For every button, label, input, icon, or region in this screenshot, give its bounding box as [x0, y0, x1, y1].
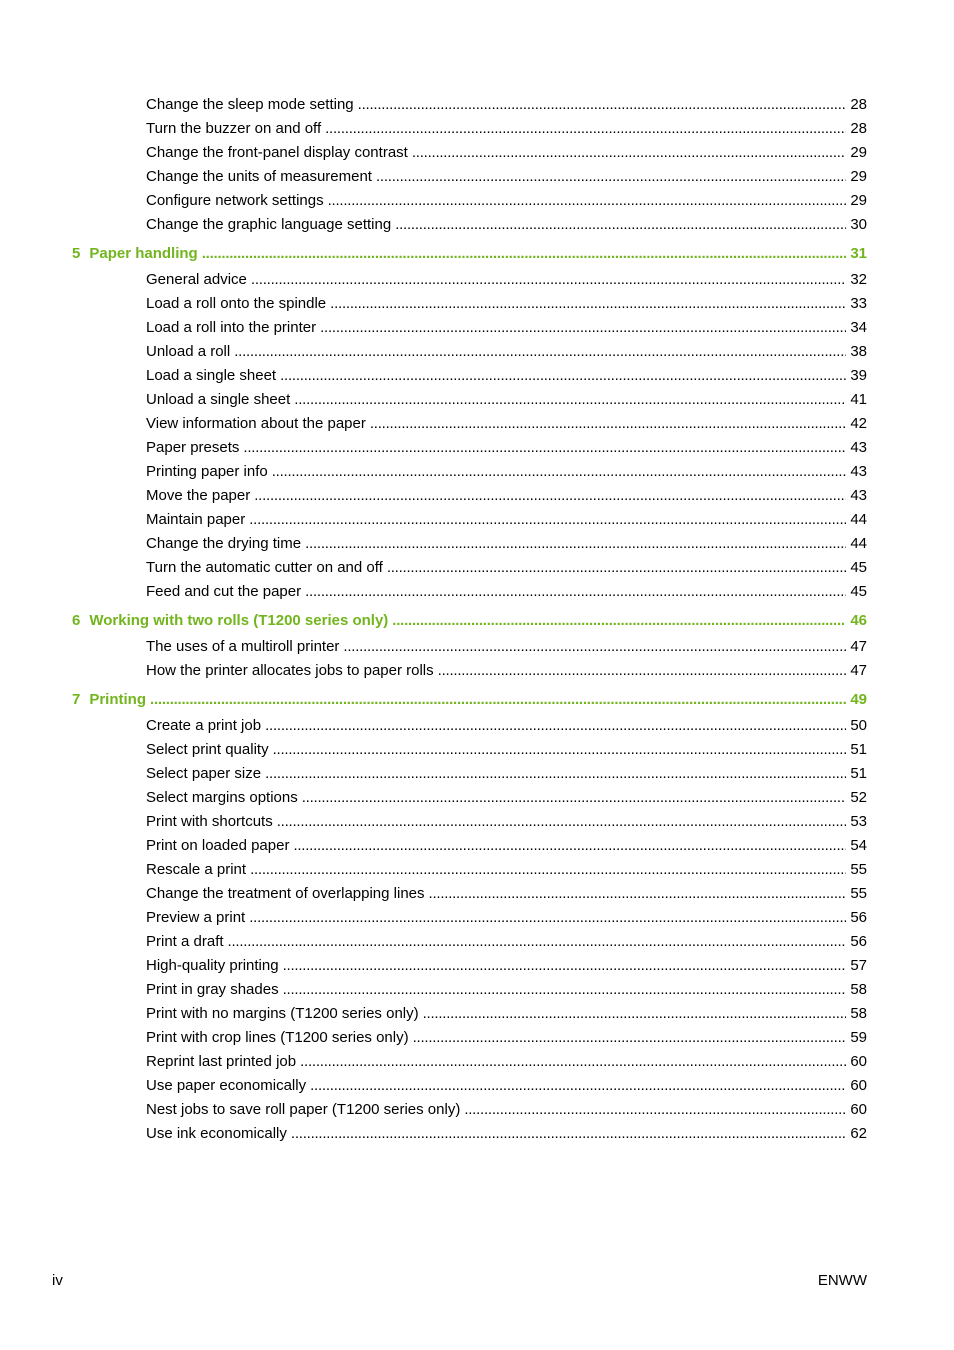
- toc-entry[interactable]: [146, 486, 867, 506]
- dot-leader: [395, 215, 846, 235]
- toc-entry-title: Turn the automatic cutter on and off: [146, 559, 383, 576]
- toc-entry-page-number: 45: [850, 559, 867, 576]
- toc-entry[interactable]: [146, 270, 867, 290]
- toc-entry-page-number: 32: [850, 271, 867, 288]
- toc-entry-title: Rescale a print: [146, 861, 247, 878]
- chapter-page-number: 49: [850, 691, 867, 708]
- toc-chapter-heading[interactable]: [72, 244, 867, 264]
- chapter-number: 6: [72, 612, 81, 629]
- toc-entry-page-number: 55: [850, 861, 867, 878]
- toc-entry[interactable]: [146, 390, 867, 410]
- toc-entry-page-number: 58: [850, 981, 867, 998]
- toc-entry-page-number: 59: [850, 1029, 867, 1046]
- dot-leader: [228, 932, 847, 952]
- toc-entry-title: Unload a single sheet: [146, 391, 291, 408]
- toc-entry[interactable]: [146, 342, 867, 362]
- toc-entry-page-number: 38: [850, 343, 867, 360]
- toc-entry-page-number: 29: [850, 192, 867, 209]
- toc-entry-page-number: 43: [850, 439, 867, 456]
- toc-entry[interactable]: [146, 860, 867, 880]
- dot-leader: [302, 788, 847, 808]
- toc-entry[interactable]: [146, 294, 867, 314]
- dot-leader: [294, 390, 846, 410]
- toc-entry-title: Change the units of measurement: [146, 168, 372, 185]
- dot-leader: [343, 637, 846, 657]
- toc-entry-title: Load a roll into the printer: [146, 319, 317, 336]
- chapter-page-number: 31: [850, 245, 867, 262]
- toc-entry[interactable]: [146, 215, 867, 235]
- dot-leader: [330, 294, 846, 314]
- toc-entry-title: Change the sleep mode setting: [146, 96, 354, 113]
- toc-entry-page-number: 29: [850, 168, 867, 185]
- dot-leader: [202, 244, 847, 264]
- toc-entry-page-number: 28: [850, 96, 867, 113]
- page-number: iv: [52, 1272, 63, 1289]
- toc-entry[interactable]: [146, 438, 867, 458]
- toc-entry-title: Load a roll onto the spindle: [146, 295, 327, 312]
- toc-entry-page-number: 47: [850, 662, 867, 679]
- toc-entry-page-number: 41: [850, 391, 867, 408]
- dot-leader: [150, 690, 846, 710]
- toc-entry-title: Print on loaded paper: [146, 837, 290, 854]
- dot-leader: [320, 318, 846, 338]
- toc-entry-page-number: 56: [850, 933, 867, 950]
- dot-leader: [429, 884, 847, 904]
- chapter-title: Paper handling: [89, 245, 198, 262]
- chapter-title: Working with two rolls (T1200 series only): [89, 612, 389, 629]
- toc-entry-page-number: 43: [850, 487, 867, 504]
- toc-entry-title: Print with shortcuts: [146, 813, 273, 830]
- toc-entry-page-number: 34: [850, 319, 867, 336]
- toc-entry[interactable]: [146, 740, 867, 760]
- dot-leader: [280, 366, 846, 386]
- toc-entry-title: Select margins options: [146, 789, 298, 806]
- chapter-number: 7: [72, 691, 81, 708]
- toc-entry[interactable]: [146, 980, 867, 1000]
- toc-entry-page-number: 47: [850, 638, 867, 655]
- toc-entry-title: Unload a roll: [146, 343, 231, 360]
- dot-leader: [291, 1124, 846, 1144]
- toc-entry-title: Select print quality: [146, 741, 269, 758]
- toc-entry-page-number: 45: [850, 583, 867, 600]
- toc-entry-title: Change the front-panel display contrast: [146, 144, 408, 161]
- toc-entry-title: Feed and cut the paper: [146, 583, 302, 600]
- toc-entry-page-number: 33: [850, 295, 867, 312]
- toc-entry-page-number: 30: [850, 216, 867, 233]
- toc-entry[interactable]: [146, 956, 867, 976]
- dot-leader: [293, 836, 846, 856]
- toc-entry-page-number: 44: [850, 535, 867, 552]
- toc-entry[interactable]: [146, 510, 867, 530]
- toc-entry-page-number: 53: [850, 813, 867, 830]
- toc-entry-title: Turn the buzzer on and off: [146, 120, 322, 137]
- dot-leader: [283, 980, 847, 1000]
- toc-entry-title: Reprint last printed job: [146, 1053, 297, 1070]
- dot-leader: [254, 486, 846, 506]
- dot-leader: [412, 143, 846, 163]
- dot-leader: [272, 462, 847, 482]
- toc-entry-title: Select paper size: [146, 765, 262, 782]
- toc-entry-title: High-quality printing: [146, 957, 279, 974]
- toc-entry[interactable]: [146, 318, 867, 338]
- dot-leader: [413, 1028, 847, 1048]
- dot-leader: [249, 510, 846, 530]
- dot-leader: [376, 167, 846, 187]
- toc-entry-page-number: 29: [850, 144, 867, 161]
- toc-entry-title: How the printer allocates jobs to paper rolls: [146, 662, 434, 679]
- toc-entry[interactable]: [146, 932, 867, 952]
- dot-leader: [243, 438, 846, 458]
- dot-leader: [423, 1004, 847, 1024]
- dot-leader: [438, 661, 847, 681]
- toc-entry[interactable]: [146, 1124, 867, 1144]
- toc-entry-page-number: 55: [850, 885, 867, 902]
- chapter-number: 5: [72, 245, 81, 262]
- toc-entry[interactable]: [146, 534, 867, 554]
- dot-leader: [277, 812, 847, 832]
- toc-entry-title: Maintain paper: [146, 511, 246, 528]
- toc-entry[interactable]: [146, 812, 867, 832]
- toc-entry[interactable]: [146, 462, 867, 482]
- toc-entry-title: Change the drying time: [146, 535, 302, 552]
- toc-entry[interactable]: [146, 1028, 867, 1048]
- toc-entry[interactable]: [146, 558, 867, 578]
- dot-leader: [370, 414, 846, 434]
- toc-entry-page-number: 60: [850, 1053, 867, 1070]
- toc-entry[interactable]: [146, 143, 867, 163]
- toc-entry-page-number: 62: [850, 1125, 867, 1142]
- toc-entry-page-number: 51: [850, 741, 867, 758]
- dot-leader: [310, 1076, 846, 1096]
- toc-entry[interactable]: [146, 582, 867, 602]
- toc-entry[interactable]: [146, 1076, 867, 1096]
- toc-entry-title: General advice: [146, 271, 247, 288]
- toc-entry-title: Use ink economically: [146, 1125, 287, 1142]
- toc-chapter-heading[interactable]: [72, 611, 867, 631]
- toc-entry-title: Load a single sheet: [146, 367, 277, 384]
- toc-entry-page-number: 50: [850, 717, 867, 734]
- dot-leader: [251, 270, 846, 290]
- dot-leader: [234, 342, 846, 362]
- toc-entry[interactable]: [146, 836, 867, 856]
- toc-entry[interactable]: [146, 119, 867, 139]
- toc-entry-page-number: 52: [850, 789, 867, 806]
- toc-entry-title: Create a print job: [146, 717, 262, 734]
- toc-entry[interactable]: [146, 366, 867, 386]
- dot-leader: [265, 716, 846, 736]
- dot-leader: [265, 764, 846, 784]
- toc-entry-title: View information about the paper: [146, 415, 366, 432]
- toc-entry-title: Move the paper: [146, 487, 251, 504]
- toc-entry-page-number: 44: [850, 511, 867, 528]
- toc-chapter-heading[interactable]: [72, 690, 867, 710]
- chapter-title: Printing: [89, 691, 147, 708]
- toc-entry-page-number: 28: [850, 120, 867, 137]
- toc-entry[interactable]: [146, 884, 867, 904]
- toc-entry-title: The uses of a multiroll printer: [146, 638, 340, 655]
- chapter-page-number: 46: [850, 612, 867, 629]
- dot-leader: [387, 558, 847, 578]
- toc-entry[interactable]: [146, 414, 867, 434]
- toc-entry-title: Print with crop lines (T1200 series only): [146, 1029, 409, 1046]
- dot-leader: [325, 119, 846, 139]
- toc-entry-title: Print with no margins (T1200 series only): [146, 1005, 419, 1022]
- toc-entry-title: Paper presets: [146, 439, 240, 456]
- toc-entry-page-number: 51: [850, 765, 867, 782]
- dot-leader: [392, 611, 846, 631]
- toc-entry[interactable]: [146, 637, 867, 657]
- toc-entry-page-number: 60: [850, 1077, 867, 1094]
- toc-entry[interactable]: [146, 1004, 867, 1024]
- toc-entry-title: Preview a print: [146, 909, 246, 926]
- toc-entry[interactable]: [146, 167, 867, 187]
- dot-leader: [249, 908, 846, 928]
- dot-leader: [283, 956, 847, 976]
- toc-entry[interactable]: [146, 661, 867, 681]
- dot-leader: [305, 582, 846, 602]
- toc-entry[interactable]: [146, 95, 867, 115]
- toc-entry[interactable]: [146, 1052, 867, 1072]
- toc-entry-title: Change the graphic language setting: [146, 216, 392, 233]
- toc-entry-title: Change the treatment of overlapping lines: [146, 885, 425, 902]
- dot-leader: [358, 95, 847, 115]
- toc-entry-page-number: 54: [850, 837, 867, 854]
- dot-leader: [464, 1100, 846, 1120]
- toc-entry-page-number: 56: [850, 909, 867, 926]
- dot-leader: [328, 191, 847, 211]
- toc-entry-title: Nest jobs to save roll paper (T1200 series only): [146, 1101, 461, 1118]
- dot-leader: [300, 1052, 846, 1072]
- toc-entry-title: Configure network settings: [146, 192, 324, 209]
- toc-entry-title: Print in gray shades: [146, 981, 279, 998]
- toc-entry[interactable]: [146, 716, 867, 736]
- document-code: ENWW: [817, 1272, 867, 1289]
- toc-entry[interactable]: [146, 908, 867, 928]
- toc-entry-page-number: 60: [850, 1101, 867, 1118]
- dot-leader: [273, 740, 847, 760]
- toc-entry[interactable]: [146, 1100, 867, 1120]
- toc-entry-title: Print a draft: [146, 933, 224, 950]
- toc-entry[interactable]: [146, 764, 867, 784]
- dot-leader: [250, 860, 846, 880]
- toc-entry-title: Printing paper info: [146, 463, 268, 480]
- toc-entry[interactable]: [146, 788, 867, 808]
- toc-entry[interactable]: [146, 191, 867, 211]
- toc-entry-page-number: 57: [850, 957, 867, 974]
- toc-entry-page-number: 42: [850, 415, 867, 432]
- toc-entry-page-number: 58: [850, 1005, 867, 1022]
- toc-entry-page-number: 39: [850, 367, 867, 384]
- toc-entry-page-number: 43: [850, 463, 867, 480]
- toc-entry-title: Use paper economically: [146, 1077, 307, 1094]
- dot-leader: [305, 534, 846, 554]
